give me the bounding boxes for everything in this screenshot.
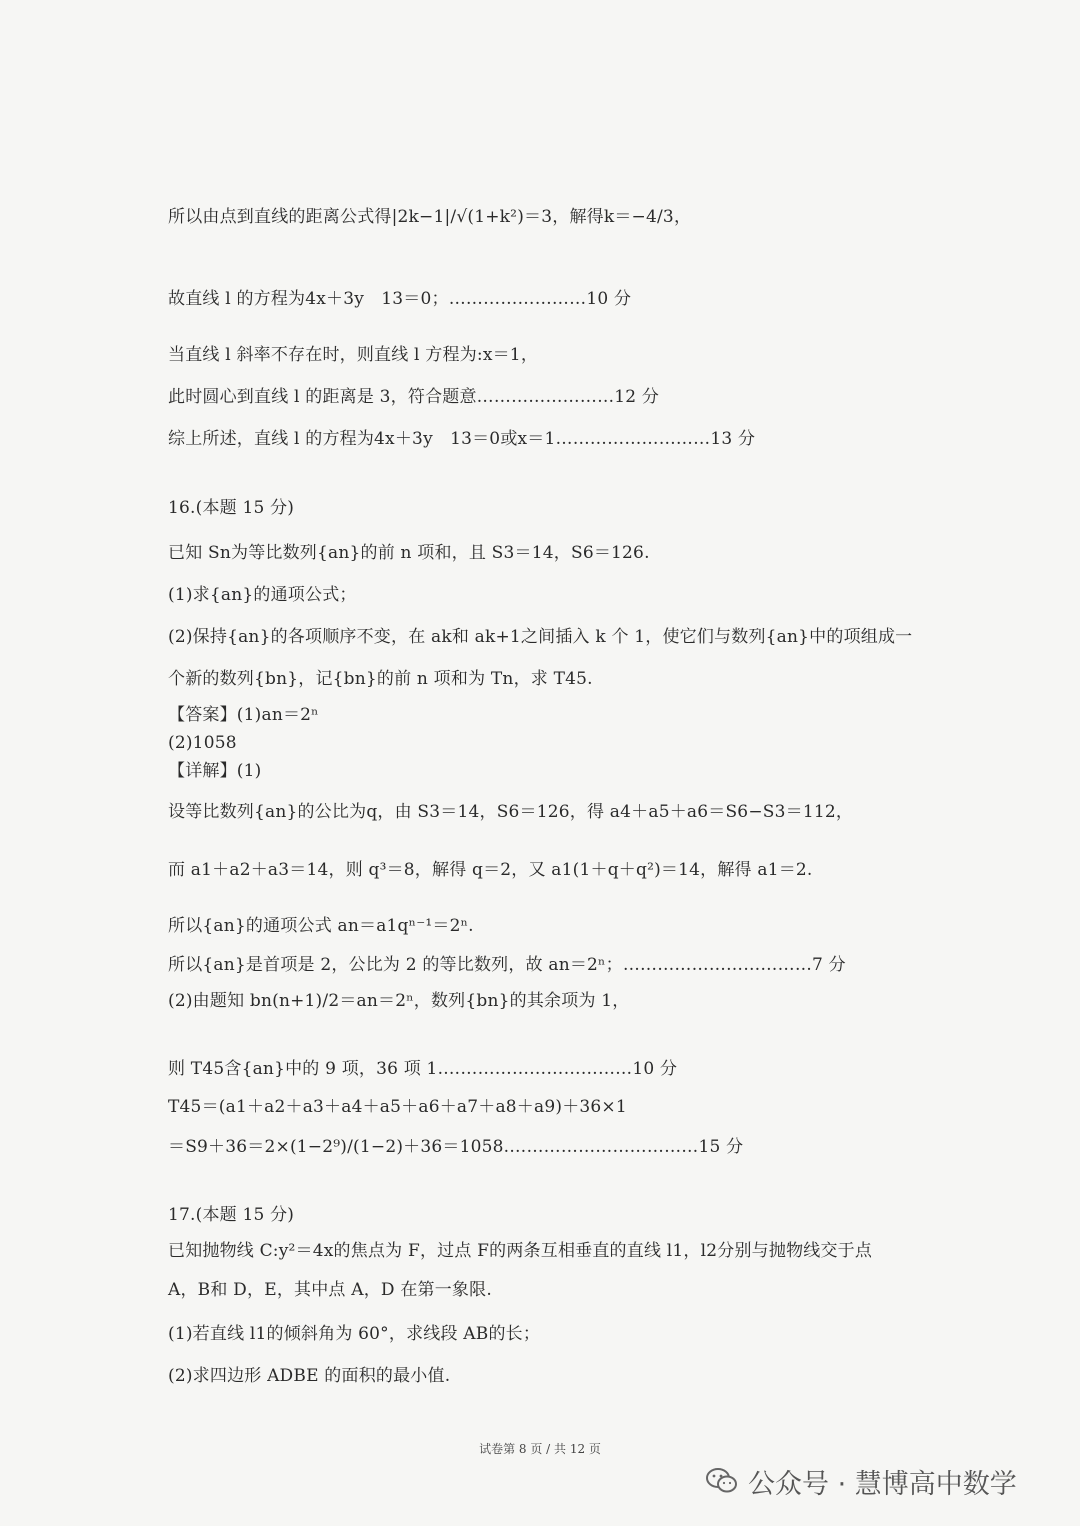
text-line-l24: A，B和 D，E，其中点 A，D 在第一象限.	[168, 1280, 492, 1300]
text-line-l05: 综上所述，直线 l 的方程为4x＋3y 13＝0或x＝1………………………13 分	[168, 429, 756, 449]
text-line-l13: 【详解】(1)	[168, 761, 262, 781]
text-line-l15: 而 a1＋a2＋a3＝14，则 q³＝8，解得 q＝2，又 a1(1＋q＋q²)＝14，解得 a1＝2.	[168, 860, 813, 880]
text-line-l20: T45＝(a1＋a2＋a3＋a4＋a5＋a6＋a7＋a8＋a9)＋36×1	[168, 1097, 627, 1117]
text-line-l02: 故直线 l 的方程为4x＋3y 13＝0；……………………10 分	[168, 289, 632, 309]
text-line-l19: 则 T45含{an}中的 9 项，36 项 1.……………………………10 分	[168, 1059, 678, 1079]
text-line-l18: (2)由题知 bn(n+1)/2＝an＝2ⁿ，数列{bn}的其余项为 1，	[168, 991, 630, 1011]
text-line-l26: (2)求四边形 ADBE 的面积的最小值.	[168, 1366, 451, 1386]
watermark	[706, 1456, 1017, 1506]
text-line-l09: (2)保持{an}的各项顺序不变，在 ak和 ak+1之间插入 k 个 1，使它们与数列{an}中的项组成一	[168, 627, 913, 647]
text-line-l22: 17.(本题 15 分)	[168, 1205, 295, 1225]
watermark-text: 公众号 · 慧博高中数学	[748, 1468, 1017, 1500]
text-line-l14: 设等比数列{an}的公比为q，由 S3＝14，S6＝126，得 a4＋a5＋a6＝S6−S3＝112，	[168, 802, 854, 822]
text-line-l23: 已知抛物线 C:y²＝4x的焦点为 F，过点 F的两条互相垂直的直线 l1，l2分别与抛物线交于点	[168, 1241, 873, 1261]
text-line-l01: 所以由点到直线的距离公式得|2k−1|/√(1+k²)＝3，解得k＝−4/3，	[168, 207, 692, 227]
text-line-l08: (1)求{an}的通项公式；	[168, 585, 357, 605]
text-line-l21: ＝S9＋36＝2×(1−2⁹)/(1−2)＋36＝1058.……………………………15 分	[168, 1137, 744, 1157]
text-line-l03: 当直线 l 斜率不存在时，则直线 l 方程为:x＝1，	[168, 345, 539, 365]
text-line-l07: 已知 Sn为等比数列{an}的前 n 项和，且 S3＝14，S6＝126.	[168, 543, 650, 563]
text-line-l16: 所以{an}的通项公式 an＝a1qⁿ⁻¹＝2ⁿ.	[168, 916, 474, 936]
text-line-l12: (2)1058	[168, 733, 237, 753]
text-line-l04: 此时圆心到直线 l 的距离是 3，符合题意……………………12 分	[168, 387, 660, 407]
page-number: 试卷第 8 页 / 共 12 页	[479, 1442, 601, 1456]
text-line-l17: 所以{an}是首项是 2，公比为 2 的等比数列，故 an＝2ⁿ；……………………………7 分	[168, 955, 846, 975]
wechat-icon	[706, 1467, 738, 1495]
text-line-l10: 个新的数列{bn}，记{bn}的前 n 项和为 Tn，求 T45.	[168, 669, 593, 689]
text-line-l06: 16.(本题 15 分)	[168, 498, 295, 518]
text-line-l25: (1)若直线 l1的倾斜角为 60°，求线段 AB的长；	[168, 1324, 541, 1344]
text-line-l11: 【答案】(1)an＝2ⁿ	[168, 705, 319, 725]
